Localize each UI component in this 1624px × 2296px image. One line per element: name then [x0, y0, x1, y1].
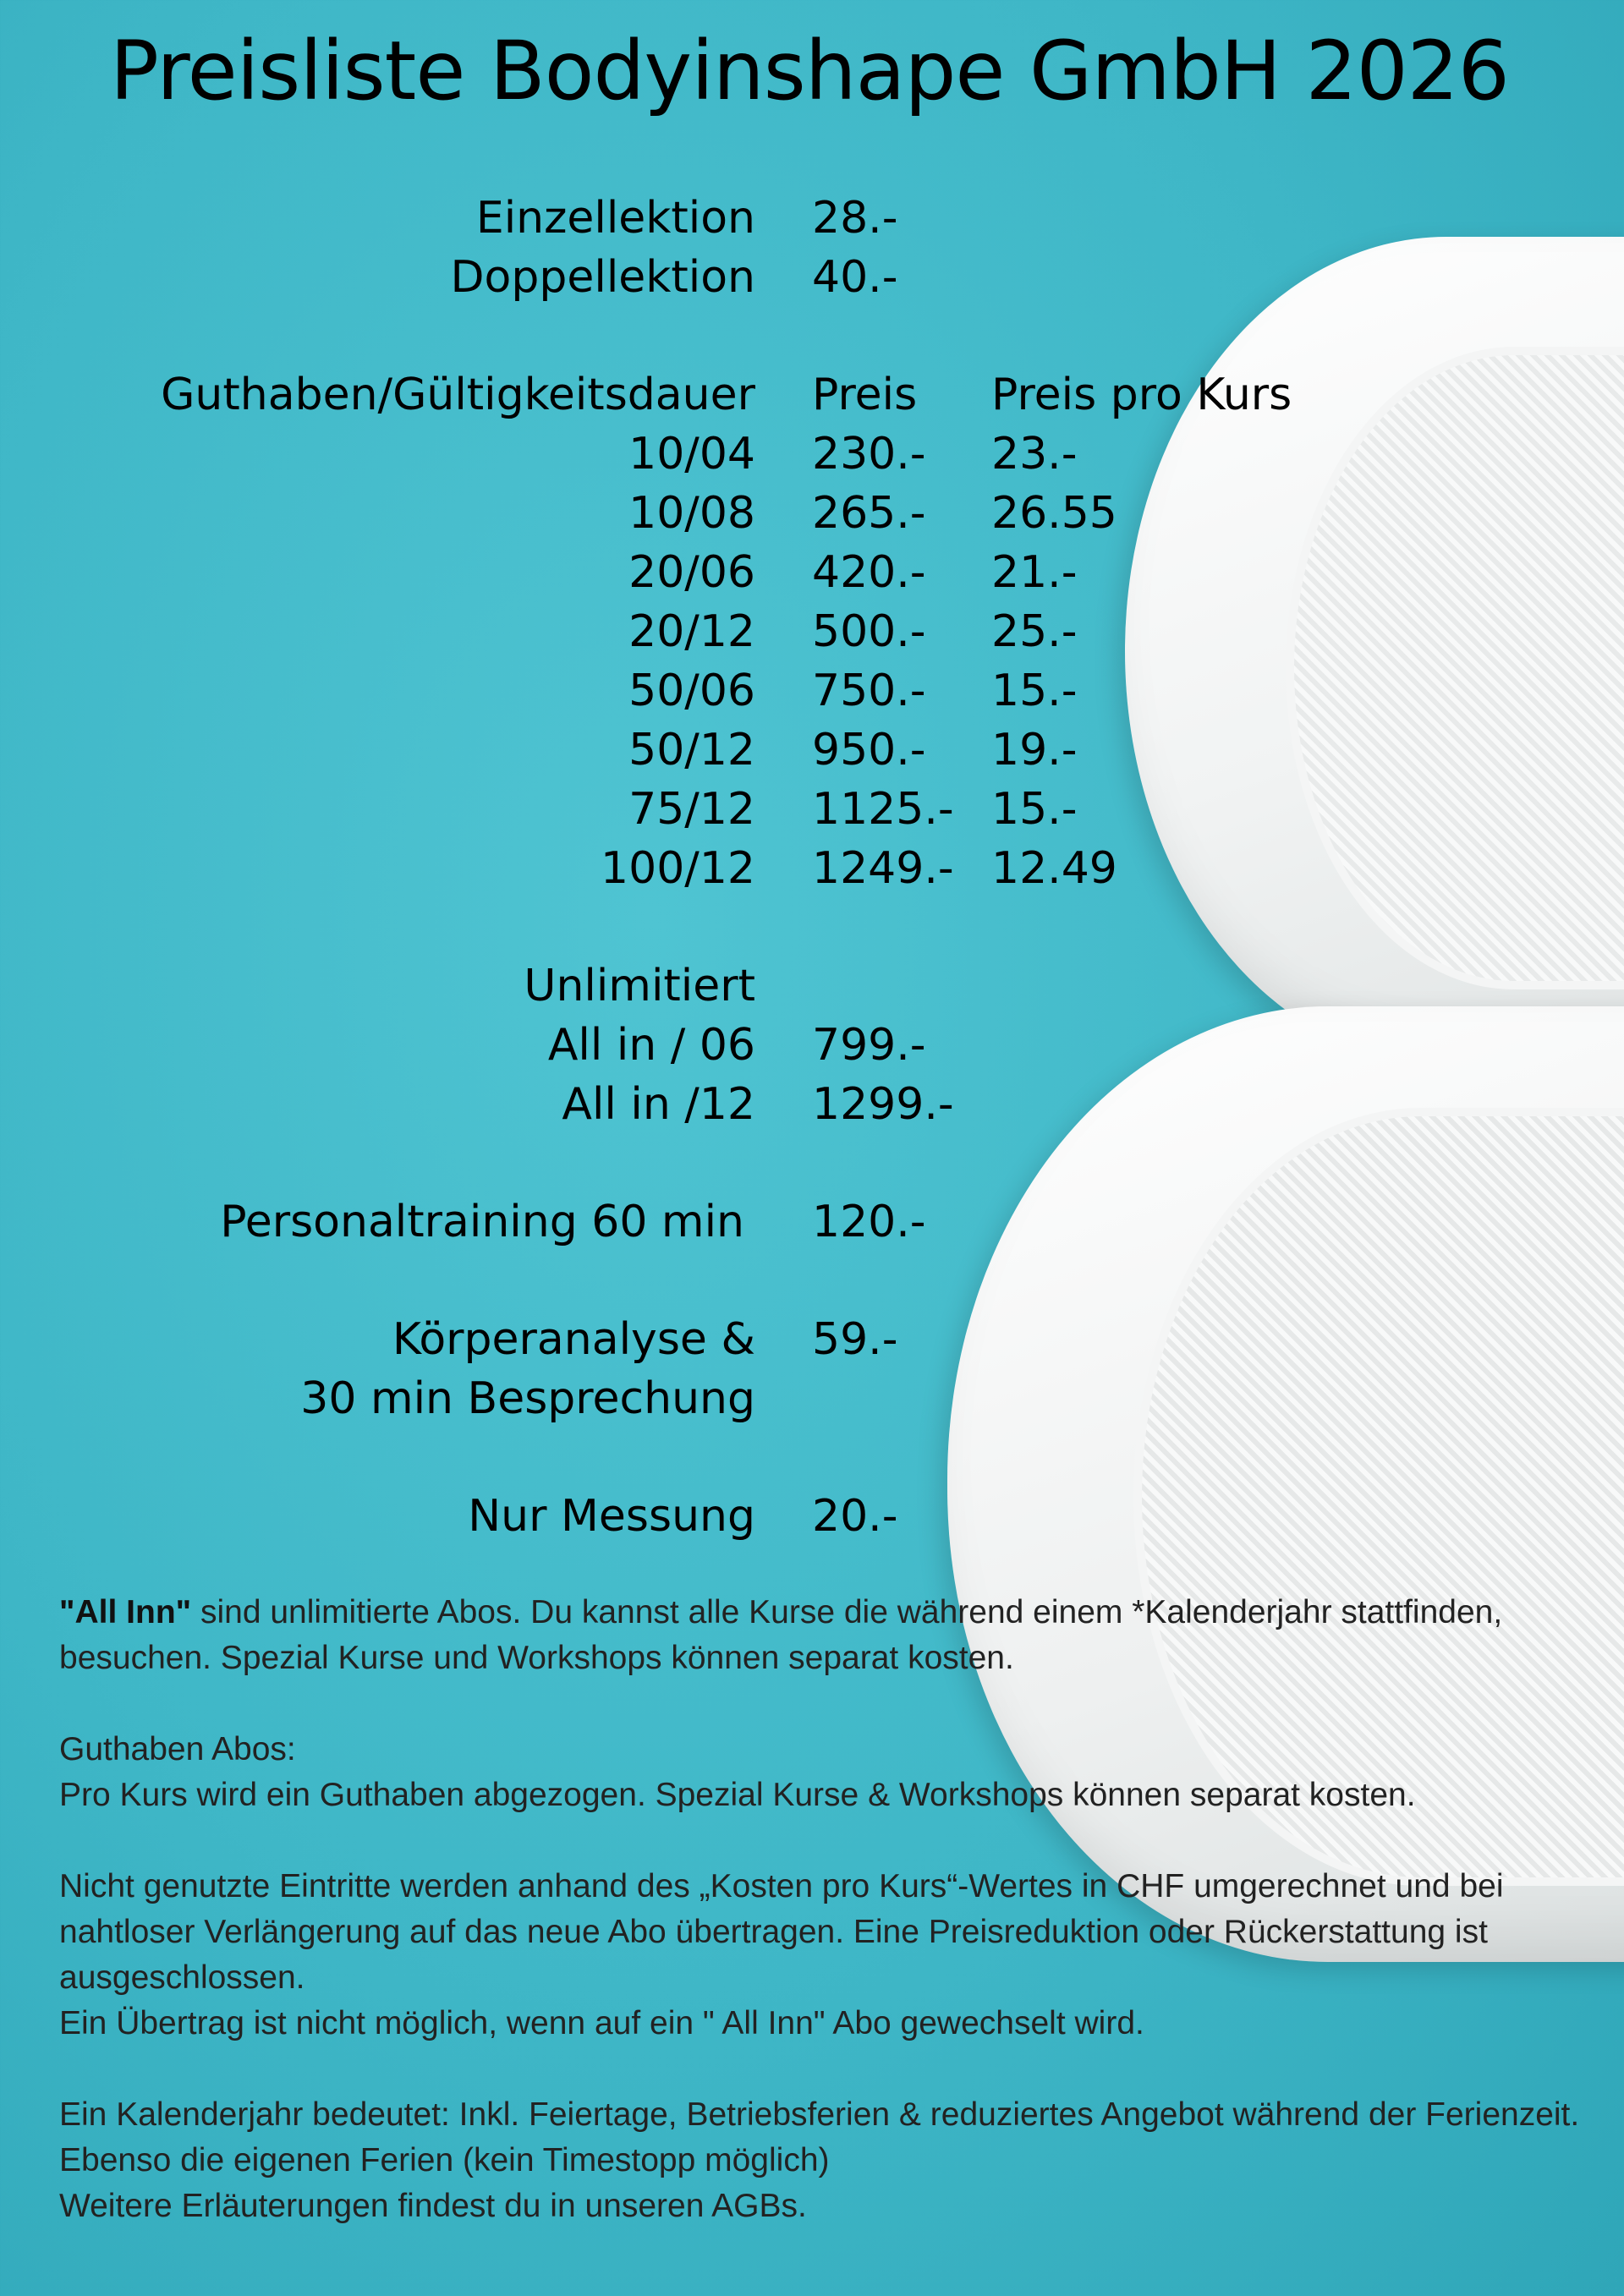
row-price: 750.- [812, 666, 926, 716]
note-calendar-text: Ein Kalenderjahr bedeutet: Inkl. Feiertage, Betriebsferien & reduziertes Angebot während der Ferienzeit. Ebenso die eigenen Ferien (kein Timestopp möglich) [59, 2096, 1580, 2178]
credits-row [0, 429, 1624, 488]
row-per-course: 23.- [991, 429, 1078, 479]
row-label: Einzellektion [475, 193, 755, 244]
unlimited-row [0, 1020, 1624, 1079]
row-price: 500.- [812, 606, 926, 657]
row-label: 10/08 [628, 488, 755, 539]
row-price: 120.- [812, 1197, 926, 1247]
row-price: 420.- [812, 547, 926, 598]
row-per-course: 15.- [991, 784, 1078, 835]
row-label: Doppellektion [450, 252, 755, 303]
credits-row [0, 725, 1624, 784]
row-price: 59.- [812, 1314, 898, 1365]
row-label: 20/12 [628, 606, 755, 657]
note-transfer-exception: Ein Übertrag ist nicht möglich, wenn auf ein " All Inn" Abo gewechselt wird. [59, 2005, 1144, 2041]
price-row-einzellektion [0, 193, 1624, 252]
row-label: All in / 06 [547, 1020, 755, 1071]
section-heading-unlimited: Unlimitiert [524, 961, 755, 1011]
row-label: 100/12 [601, 843, 755, 894]
note-all-inn-text: sind unlimitierte Abos. Du kannst alle Kurse die während einem *Kalenderjahr stattfinden, besuchen. Spezial Kurse und Workshops können separat kosten. [59, 1594, 1503, 1676]
row-label: Personaltraining 60 min [220, 1197, 744, 1247]
row-per-course: 19.- [991, 725, 1078, 775]
column-header-price: Preis [812, 370, 918, 420]
measurement-row [0, 1491, 1624, 1550]
note-credits-text: Pro Kurs wird ein Guthaben abgezogen. Spezial Kurse & Workshops können separat kosten. [59, 1777, 1416, 1813]
row-label: 50/06 [628, 666, 755, 716]
row-label: 30 min Besprechung [300, 1373, 755, 1424]
unlimited-row [0, 1079, 1624, 1138]
row-price: 1125.- [812, 784, 954, 835]
personal-training-row [0, 1197, 1624, 1256]
row-price: 230.- [812, 429, 926, 479]
credits-row [0, 843, 1624, 902]
row-price: 1249.- [812, 843, 954, 894]
row-per-course: 25.- [991, 606, 1078, 657]
notes-section [59, 1590, 1616, 2275]
row-price: 265.- [812, 488, 926, 539]
row-per-course: 26.55 [991, 488, 1117, 539]
page-title: Preisliste Bodyinshape GmbH 2026 [110, 24, 1509, 118]
note-calendar-year [59, 2092, 1616, 2229]
credits-header-row [0, 370, 1624, 429]
note-all-inn [59, 1590, 1616, 1681]
note-transfer [59, 1864, 1616, 2047]
row-label: Körperanalyse & [392, 1314, 755, 1365]
note-transfer-text: Nicht genutzte Eintritte werden anhand des „Kosten pro Kurs“-Wertes in CHF umgerechnet und bei nahtloser Verlängerung auf das neue Abo übertragen. Eine Preisreduktion oder Rückerstattung ist ausgeschlossen. [59, 1868, 1504, 1996]
note-agb-reference: Weitere Erläuterungen findest du in unseren AGBs. [59, 2188, 807, 2224]
note-all-inn-bold: "All Inn" [59, 1594, 192, 1630]
row-price: 1299.- [812, 1079, 954, 1130]
credits-row [0, 666, 1624, 725]
column-header-per-course: Preis pro Kurs [991, 370, 1292, 420]
row-label: 20/06 [628, 547, 755, 598]
unlimited-heading-row [0, 961, 1624, 1020]
row-per-course: 15.- [991, 666, 1078, 716]
credits-row [0, 488, 1624, 547]
row-label: Nur Messung [468, 1491, 755, 1542]
row-price: 799.- [812, 1020, 926, 1071]
row-price: 950.- [812, 725, 926, 775]
row-label: 50/12 [628, 725, 755, 775]
note-credits [59, 1727, 1616, 1818]
row-price: 20.- [812, 1491, 898, 1542]
credits-row [0, 547, 1624, 606]
body-analysis-row-line2 [0, 1373, 1624, 1433]
note-credits-heading: Guthaben Abos: [59, 1731, 296, 1767]
column-header-validity: Guthaben/Gültigkeitsdauer [161, 370, 755, 420]
row-label: 75/12 [628, 784, 755, 835]
price-row-doppellektion [0, 252, 1624, 311]
row-label: All in /12 [562, 1079, 755, 1130]
row-per-course: 12.49 [991, 843, 1117, 894]
credits-row [0, 784, 1624, 843]
row-label: 10/04 [628, 429, 755, 479]
row-per-course: 21.- [991, 547, 1078, 598]
credits-row [0, 606, 1624, 666]
row-price: 28.- [812, 193, 898, 244]
body-analysis-row [0, 1314, 1624, 1373]
row-price: 40.- [812, 252, 898, 303]
